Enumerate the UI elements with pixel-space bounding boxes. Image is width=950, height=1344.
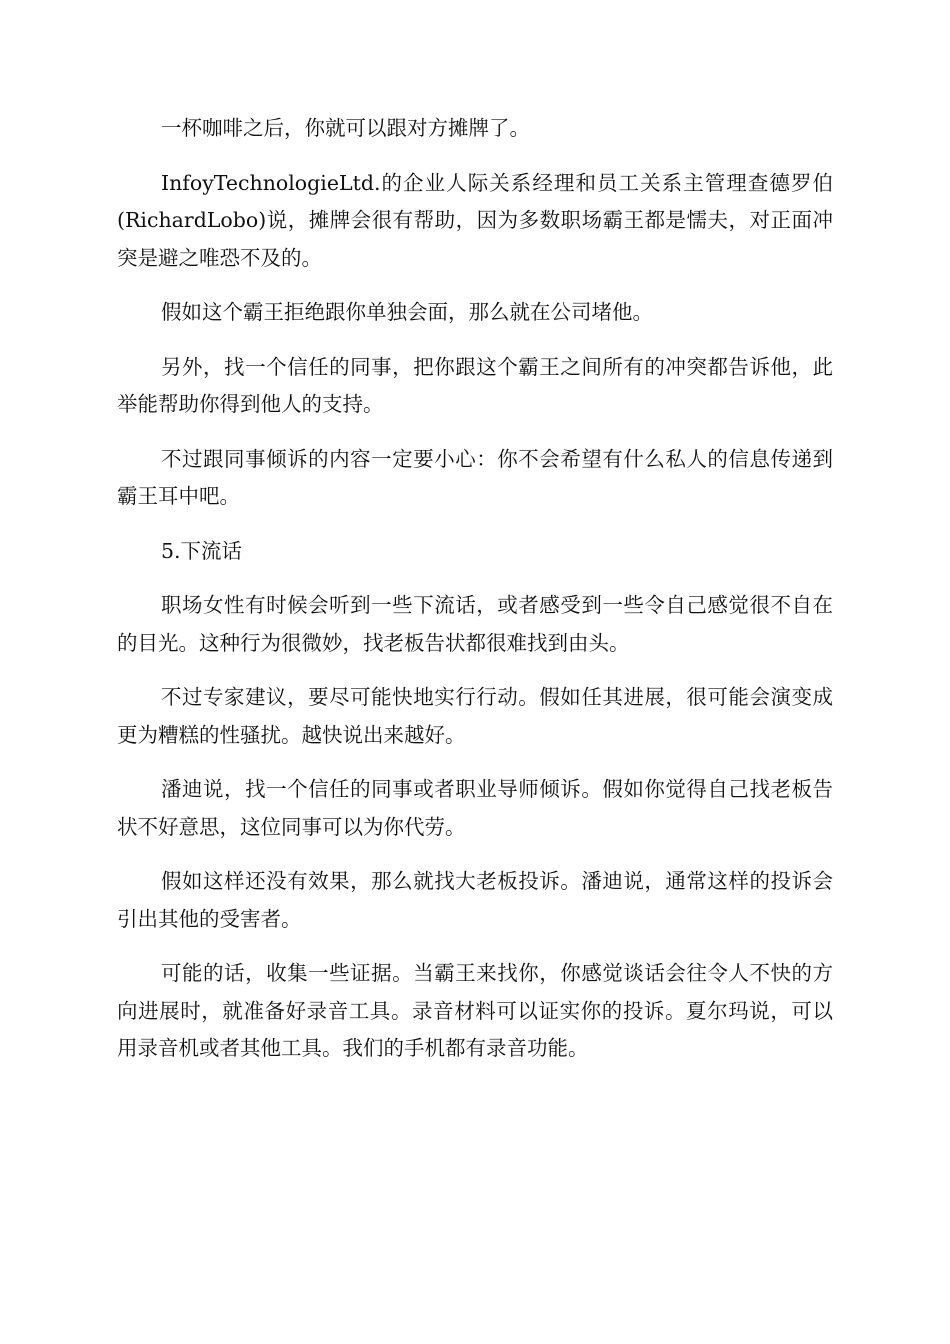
paragraph-coffee-showdown: 一杯咖啡之后，你就可以跟对方摊牌了。 — [161, 116, 530, 140]
document-body — [117, 110, 833, 1085]
paragraph-richard-lobo: InfoyTechnologieLtd.的企业人际关系经理和员工关系主管理查德罗伯(RichardLobo)说，摊牌会很有帮助，因为多数职场霸王都是懦夫，对正面冲突是避之唯恐不及的。 — [117, 170, 833, 270]
section-heading-5: 5.下流话 — [161, 538, 243, 563]
paragraph-pandey-advice: 潘迪说，找一个信任的同事或者职业导师倾诉。假如你觉得自己找老板告状不好意思，这位同事可以为你代劳。 — [117, 777, 833, 839]
paragraph-trusted-colleague: 另外，找一个信任的同事，把你跟这个霸王之间所有的冲突都告诉他，此举能帮助你得到他人的支持。 — [117, 354, 833, 416]
paragraph-inappropriate-remarks: 职场女性有时候会听到一些下流话，或者感受到一些令自己感觉很不自在的目光。这种行为很微妙，找老板告状都很难找到由头。 — [117, 593, 833, 655]
paragraph-collect-evidence: 可能的话，收集一些证据。当霸王来找你，你感觉谈话会往令人不快的方向进展时，就准备好录音工具。录音材料可以证实你的投诉。夏尔玛说，可以用录音机或者其他工具。我们的手机都有录音功能。 — [117, 961, 833, 1060]
paragraph-corner-bully: 假如这个霸王拒绝跟你单独会面，那么就在公司堵他。 — [161, 300, 653, 324]
paragraph-escalate: 假如这样还没有效果，那么就找大老板投诉。潘迪说，通常这样的投诉会引出其他的受害者。 — [117, 869, 833, 931]
paragraph-careful-confiding: 不过跟同事倾诉的内容一定要小心：你不会希望有什么私人的信息传递到霸王耳中吧。 — [117, 446, 833, 508]
paragraph-act-quickly: 不过专家建议，要尽可能快地实行行动。假如任其进展，很可能会演变成更为糟糕的性骚扰。越快说出来越好。 — [117, 685, 833, 747]
